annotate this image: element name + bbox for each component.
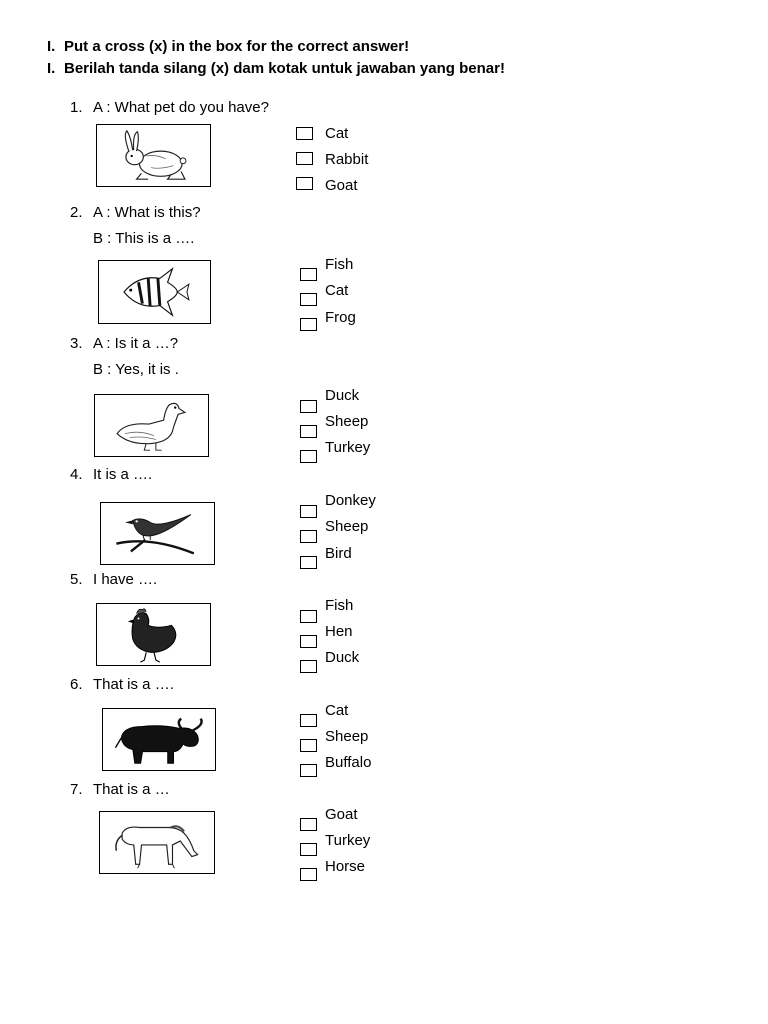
q6-option-3-checkbox[interactable]	[300, 764, 317, 777]
question-1-prompt: 1. A : What pet do you have?	[70, 99, 269, 116]
q2-option-2-checkbox[interactable]	[300, 293, 317, 306]
question-4-prompt: 4. It is a ….	[70, 466, 153, 483]
q1-option-3-checkbox[interactable]	[296, 177, 313, 190]
q4-option-1-checkbox[interactable]	[300, 505, 317, 518]
q4-option-2-checkbox[interactable]	[300, 530, 317, 543]
question-3-prompt: 3. A : Is it a …?	[70, 335, 179, 352]
q3-option-1-checkbox[interactable]	[300, 400, 317, 413]
q6-option-1-label: Cat	[325, 702, 349, 719]
q7-option-1-label: Goat	[325, 806, 358, 823]
question-6-prompt: 6. That is a ….	[70, 676, 174, 693]
q1-option-2-label: Rabbit	[325, 151, 369, 168]
q2-option-1-label: Fish	[325, 256, 354, 273]
question-5-prompt: 5. I have ….	[70, 571, 158, 588]
q7-option-2-label: Turkey	[325, 832, 371, 849]
question-7-prompt: 7. That is a …	[70, 781, 170, 798]
q4-option-3-checkbox[interactable]	[300, 556, 317, 569]
q6-option-2-checkbox[interactable]	[300, 739, 317, 752]
q6-option-1-checkbox[interactable]	[300, 714, 317, 727]
q6-option-3-label: Buffalo	[325, 754, 372, 771]
bird-picture	[100, 502, 215, 565]
q3-option-2-checkbox[interactable]	[300, 425, 317, 438]
question-3-answer-prompt: B : Yes, it is .	[93, 361, 179, 378]
q3-option-3-label: Turkey	[325, 439, 371, 456]
rabbit-icon	[97, 125, 210, 186]
buffalo-icon	[103, 709, 215, 770]
q4-option-2-label: Sheep	[325, 518, 369, 535]
duck-picture	[94, 394, 209, 457]
bird-icon	[101, 503, 214, 564]
duck-icon	[95, 395, 208, 456]
buffalo-picture	[102, 708, 216, 771]
question-2-answer-prompt: B : This is a ….	[93, 230, 195, 247]
instruction-malay: I. Berilah tanda silang (x) dam kotak untuk jawaban yang benar!	[47, 60, 505, 77]
q2-option-1-checkbox[interactable]	[300, 268, 317, 281]
q5-option-2-label: Hen	[325, 623, 353, 640]
q2-option-3-checkbox[interactable]	[300, 318, 317, 331]
q2-option-2-label: Cat	[325, 282, 349, 299]
q7-option-2-checkbox[interactable]	[300, 843, 317, 856]
q1-option-2-checkbox[interactable]	[296, 152, 313, 165]
q7-option-3-checkbox[interactable]	[300, 868, 317, 881]
q5-option-3-label: Duck	[325, 649, 360, 666]
q7-option-1-checkbox[interactable]	[300, 818, 317, 831]
q7-option-3-label: Horse	[325, 858, 366, 875]
rabbit-picture	[96, 124, 211, 187]
q3-option-1-label: Duck	[325, 387, 360, 404]
instruction-english: I. Put a cross (x) in the box for the correct answer!	[47, 38, 410, 55]
q1-option-1-checkbox[interactable]	[296, 127, 313, 140]
hen-icon	[97, 604, 210, 665]
q5-option-1-checkbox[interactable]	[300, 610, 317, 623]
q6-option-2-label: Sheep	[325, 728, 369, 745]
fish-picture	[98, 260, 211, 324]
q5-option-1-label: Fish	[325, 597, 354, 614]
question-2-prompt: 2. A : What is this?	[70, 204, 201, 221]
q4-option-3-label: Bird	[325, 545, 352, 562]
q1-option-3-label: Goat	[325, 177, 358, 194]
q5-option-3-checkbox[interactable]	[300, 660, 317, 673]
q3-option-2-label: Sheep	[325, 413, 369, 430]
q5-option-2-checkbox[interactable]	[300, 635, 317, 648]
q2-option-3-label: Frog	[325, 309, 356, 326]
q3-option-3-checkbox[interactable]	[300, 450, 317, 463]
horse-icon	[100, 812, 214, 873]
fish-icon	[99, 261, 210, 323]
q4-option-1-label: Donkey	[325, 492, 376, 509]
horse-picture	[99, 811, 215, 874]
q1-option-1-label: Cat	[325, 125, 349, 142]
hen-picture	[96, 603, 211, 666]
